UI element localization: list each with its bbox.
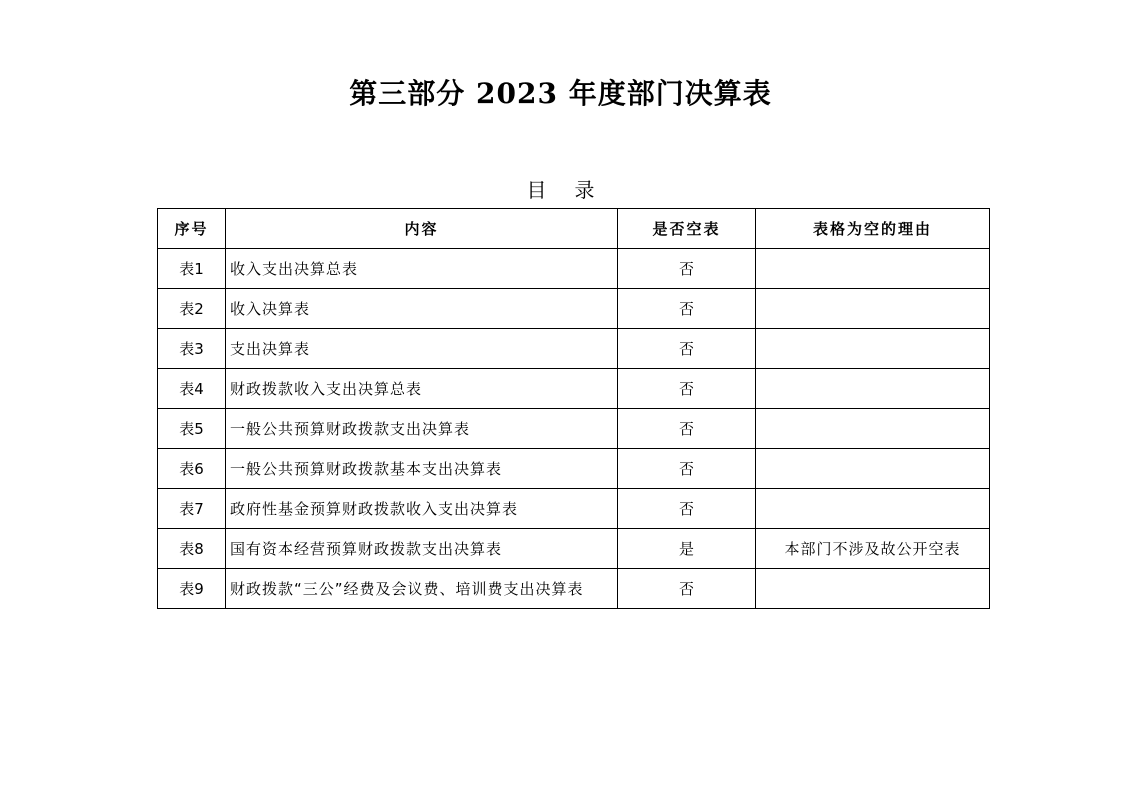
- row-content: 收入决算表: [226, 289, 618, 329]
- row-number: 表5: [158, 409, 226, 449]
- table-row: [158, 329, 990, 369]
- row-number: 表3: [158, 329, 226, 369]
- row-content: 财政拨款收入支出决算总表: [226, 369, 618, 409]
- row-empty-reason: [756, 409, 990, 449]
- header-empty-reason: 表格为空的理由: [756, 209, 990, 249]
- row-content: 收入支出决算总表: [226, 249, 618, 289]
- row-content: 一般公共预算财政拨款支出决算表: [226, 409, 618, 449]
- row-is-empty: 是: [618, 529, 756, 569]
- header-serial-number: 序号: [158, 209, 226, 249]
- row-is-empty: 否: [618, 489, 756, 529]
- row-is-empty: 否: [618, 569, 756, 609]
- row-empty-reason: [756, 369, 990, 409]
- table-of-contents: [157, 208, 990, 609]
- row-is-empty: 否: [618, 249, 756, 289]
- row-is-empty: 否: [618, 369, 756, 409]
- table-header-row: [158, 209, 990, 249]
- row-number: 表8: [158, 529, 226, 569]
- table-row: [158, 529, 990, 569]
- row-is-empty: 否: [618, 449, 756, 489]
- row-number: 表9: [158, 569, 226, 609]
- table-row: [158, 369, 990, 409]
- row-is-empty: 否: [618, 329, 756, 369]
- row-content: 国有资本经营预算财政拨款支出决算表: [226, 529, 618, 569]
- row-number: 表1: [158, 249, 226, 289]
- row-number: 表2: [158, 289, 226, 329]
- table-row: [158, 289, 990, 329]
- table-row: [158, 569, 990, 609]
- header-is-empty: 是否空表: [618, 209, 756, 249]
- table-row: [158, 489, 990, 529]
- row-number: 表4: [158, 369, 226, 409]
- table-row: [158, 449, 990, 489]
- page-title: 第三部分 2023 年度部门决算表: [349, 77, 772, 110]
- row-number: 表7: [158, 489, 226, 529]
- row-is-empty: 否: [618, 289, 756, 329]
- row-content: 一般公共预算财政拨款基本支出决算表: [226, 449, 618, 489]
- table-of-contents-heading: 目录: [526, 178, 623, 202]
- row-empty-reason: [756, 489, 990, 529]
- header-content: 内容: [226, 209, 618, 249]
- table-row: [158, 249, 990, 289]
- row-content: 财政拨款“三公”经费及会议费、培训费支出决算表: [226, 569, 618, 609]
- row-is-empty: 否: [618, 409, 756, 449]
- row-empty-reason: [756, 289, 990, 329]
- row-empty-reason: [756, 449, 990, 489]
- table-row: [158, 409, 990, 449]
- row-content: 政府性基金预算财政拨款收入支出决算表: [226, 489, 618, 529]
- row-empty-reason: [756, 569, 990, 609]
- row-empty-reason: [756, 329, 990, 369]
- row-empty-reason: 本部门不涉及故公开空表: [756, 529, 990, 569]
- row-number: 表6: [158, 449, 226, 489]
- row-content: 支出决算表: [226, 329, 618, 369]
- row-empty-reason: [756, 249, 990, 289]
